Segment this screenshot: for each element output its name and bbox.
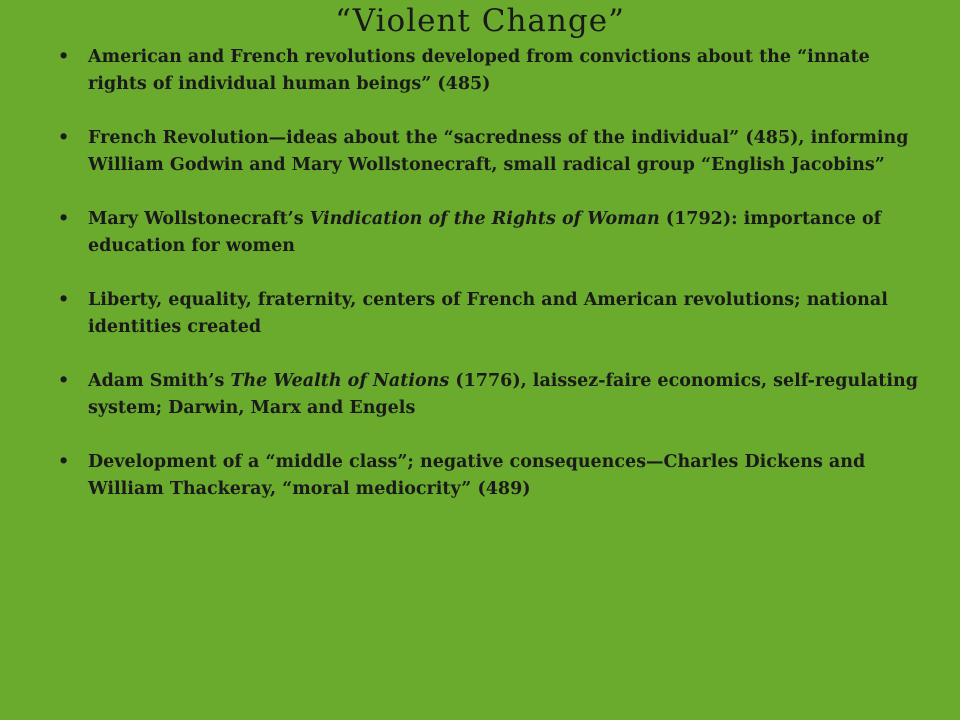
bullet-text [88,290,888,337]
bullet-item-french-revolution [58,125,918,179]
bullet-text-part: Adam Smith’s [88,371,231,391]
bullet-icon: • [58,371,70,391]
bullet-text-part: Development of a “middle class”; negative consequences—Charles Dickens and William Thackeray, “moral mediocrity” (489) [88,452,866,499]
bullet-text [88,47,870,94]
bullet-icon: • [58,209,70,229]
book-title: Vindication of the Rights of Woman [309,209,660,229]
bullet-text [88,452,865,499]
bullet-item-liberty [58,287,918,341]
bullet-icon: • [58,47,70,67]
slide-title: “Violent Change” [335,3,625,39]
bullet-text-part: (1792): importance of education for women [88,209,882,256]
bullet-icon: • [58,128,70,148]
bullet-item-revolutions [58,44,918,98]
bullet-item-wollstonecraft [58,206,918,260]
bullet-text [88,128,909,175]
bullet-text [88,371,918,418]
book-title: The Wealth of Nations [230,371,450,391]
bullet-text-part: Liberty, equality, fraternity, centers of French and American revolutions; national identities created [88,290,888,337]
bullet-text-part: American and French revolutions developed from convictions about the “innate rights of individual human beings” (485) [88,47,870,94]
bullet-list [58,44,918,530]
bullet-icon: • [58,452,70,472]
bullet-item-adam-smith [58,368,918,422]
bullet-text-part: Mary Wollstonecraft’s [88,209,310,229]
bullet-text-part: French Revolution—ideas about the “sacredness of the individual” (485), informing William Godwin and Mary Wollstonecraft, small radical group “English Jacobins” [88,128,909,175]
bullet-icon: • [58,290,70,310]
bullet-text-part: (1776), laissez-faire economics, self-regulating system; Darwin, Marx and Engels [88,371,918,418]
bullet-item-middle-class [58,449,918,503]
bullet-text [88,209,881,256]
